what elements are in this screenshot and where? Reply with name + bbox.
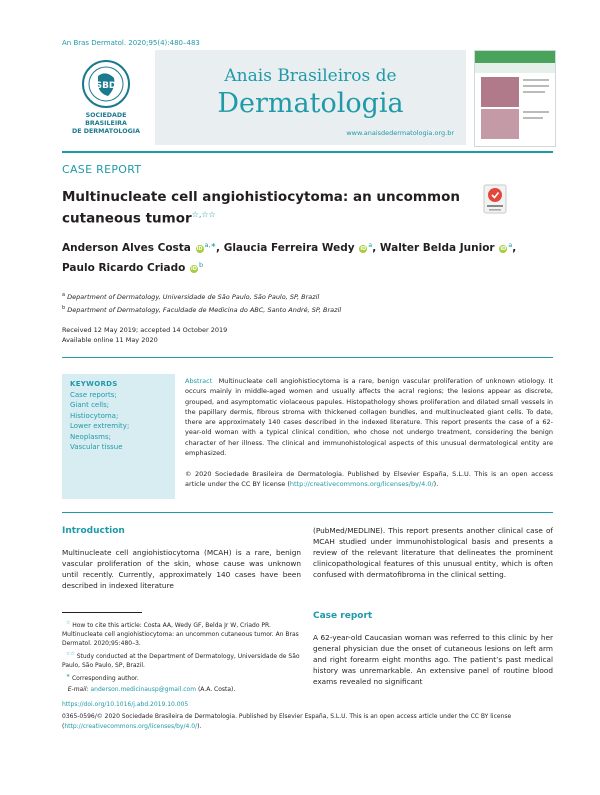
footnote-mark: ☆ [65,620,71,626]
keyword-item: Case reports; [70,391,117,399]
copyright-text-end: ). [433,480,439,489]
article-title [62,188,482,228]
abstract-label: Abstract [185,377,213,385]
footnote-mark: ☆☆ [65,651,75,657]
footnote-text: How to cite this article: Costa AA, Wedy GF, Belda Jr W, Criado PR. Multinucleate cell angiohistiocytoma: an uncommon cutaneous tumor. An Bras Dermatol. 2020;95:480–3. [62,622,299,647]
abstract-copyright [185,469,553,490]
author-list [62,237,532,277]
cover-title-strip [475,63,555,73]
footnote-mark: ∗ [65,673,71,679]
email-suffix: (A.A. Costa). [197,686,236,693]
orcid-icon[interactable]: iD [196,246,203,252]
affiliation-mark: b [62,304,66,311]
keyword-item: Lower extremity; [70,422,130,431]
case-report-heading: Case report [313,611,373,621]
sbd-logo-text: SBD [95,81,117,91]
keywords-box [62,374,175,499]
footnote-items [62,619,301,683]
journal-banner [155,50,466,145]
author-separator: , [512,242,517,254]
introduction-continued-text: (PubMed/MEDLINE). This report presents another clinical case of MCAH studied under immunohistological basis and presents a review of the relevant literature that delineates the prominent clinicopathological features of this unusual entity, which is often confused with dermatofibroma in the clinical setting. [313,526,553,579]
society-name-line1: SOCIEDADE BRASILEIRA [85,112,127,127]
article-title-line2: cutaneous tumor [62,210,192,227]
email-link[interactable]: anderson.medicinausp@gmail.com [90,686,197,693]
author-name[interactable]: Walter Belda Junior [379,242,495,254]
author-affiliation-mark[interactable]: a [508,241,513,249]
doi-link[interactable]: https://doi.org/10.1016/j.abd.2019.10.005 [62,701,189,708]
check-for-updates-icon[interactable] [483,184,507,214]
keyword-item: Vascular tissue [70,443,123,452]
author-affiliation-mark[interactable]: a [368,241,373,249]
keywords-heading: KEYWORDS [70,380,118,388]
corresponding-email [62,685,301,694]
journal-url-link[interactable]: www.anaisdedermatologia.org.br [346,129,454,137]
article-title-line1: Multinucleate cell angiohistiocytoma: an uncommon [62,189,460,205]
author-entry [62,242,224,254]
issn-license-link[interactable]: http://creativecommons.org/licenses/by/4.0/ [64,722,198,730]
author-entry [224,242,380,254]
affiliation-mark: a [62,292,66,298]
header-divider [62,151,553,153]
author-entry [62,262,203,274]
author-separator: , [216,242,224,254]
received-accepted-date: Received 12 May 2019; accepted 14 October 2019 [62,326,228,334]
introduction-heading: Introduction [62,526,125,536]
abstract-text: Multinucleate cell angiohistiocytoma is a rare, benign vascular proliferation of unknown etiology. It occurs mainly in middle-aged women and usually affects the acral regions; the lesions appear as discrete, grouped, and asymptomatic violaceous papules. Histopathology shows proliferation and dilated small vessels in the papillary dermis, fibrous stroma with thickened collagen bundles, and multinucleated giant cells. To date, there are approximately 140 cases described in the indexed literature. This report presents the case of a 62-year-old woman with a typical clinical condition, who chose not undergo treatment, considering the benign character of her illness. The clinical and immunohistological aspects of this unusual dermatological entity are emphasized. [185,377,553,458]
introduction-text: Multinucleate cell angiohistiocytoma (MCAH) is a rare, benign vascular proliferation of the skin, whose cause was unknown until recently. Currently, approximately 140 cases have been described in indexed literature [62,548,301,590]
affiliation-item [62,303,532,316]
journal-name-prefix: Anais Brasileiros de [224,66,397,86]
email-label: E-mail: [67,686,89,693]
society-name [64,112,148,136]
journal-citation: An Bras Dermatol. 2020;95(4):480–483 [62,39,200,47]
author-name[interactable]: Paulo Ricardo Criado [62,262,186,274]
orcid-icon[interactable]: iD [500,246,507,252]
online-date: Available online 11 May 2020 [62,336,158,344]
affiliations [62,290,532,315]
issn-license-line [62,712,553,731]
cover-image-1 [481,77,519,107]
abstract-divider [62,357,553,358]
body-divider [62,512,553,513]
copyright-text: © 2020 Sociedade Brasileira de Dermatologia. Published by Elsevier España, S.L.U. This is an open access article under the CC BY license ( [185,470,553,489]
footnotes [62,619,301,696]
footnote-item [62,672,301,683]
cover-text-line [523,111,549,113]
orcid-icon[interactable]: iD [360,246,367,252]
footnote-divider [62,612,142,613]
footnote-text: Study conducted at the Department of Dermatology, Universidade de São Paulo, São Paulo, SP, Brazil. [62,653,300,669]
author-name[interactable]: Glaucia Ferreira Wedy [223,242,355,254]
sbd-seal-icon [82,60,130,108]
author-affiliation-mark[interactable]: b [198,261,204,269]
keyword-item: Neoplasms; [70,432,111,441]
footnote-text: Corresponding author. [71,675,139,682]
case-report-text: A 62-year-old Caucasian woman was referred to this clinic by her general physician due the onset of cutaneous lesions on left arm and right forearm eight months ago. The patient’s past medical history was unremarkable. An extensive panel of routine blood exams revealed no significant [313,633,553,686]
cover-image-2 [481,109,519,139]
author-name[interactable]: Anderson Alves Costa [62,242,191,254]
affiliation-text: Department of Dermatology, Universidade de São Paulo, São Paulo, SP, Brazil [67,293,320,302]
cover-text-line [523,91,545,93]
cover-text-line [523,117,543,119]
cover-text-line [523,79,549,81]
society-name-line2: DE DERMATOLOGIA [72,128,140,135]
author-entry [380,242,516,254]
orcid-icon[interactable]: iD [191,266,197,272]
keyword-item: Histiocytoma; [70,411,119,420]
cover-header-bar [475,51,555,63]
cover-text-line [523,85,549,87]
article-type-label: CASE REPORT [62,163,142,176]
affiliation-item [62,290,532,303]
license-link[interactable]: http://creativecommons.org/licenses/by/4.0/ [289,480,434,489]
title-footnote-marks[interactable]: ☆,☆☆ [191,210,216,219]
abstract [185,376,553,458]
affiliation-text: Department of Dermatology, Faculdade de Medicina do ABC, Santo André, SP, Brazil [67,305,342,314]
author-separator: , [372,242,380,254]
issn-text: 0365-0596/© 2020 Sociedade Brasileira de Dermatologia. Published by Elsevier España, S.L.U. This is an open access article under the CC BY license ( [62,713,512,730]
journal-name: Dermatologia [217,88,404,119]
issn-text-end: ). [197,722,202,730]
keyword-item: Giant cells; [70,401,110,410]
footnote-item [62,619,301,648]
keywords-list [70,390,129,452]
society-logo [64,60,144,145]
journal-cover-thumbnail [474,50,556,147]
footnote-item [62,650,301,670]
article-dates [62,325,227,345]
author-affiliation-mark[interactable]: a,∗ [204,241,217,249]
